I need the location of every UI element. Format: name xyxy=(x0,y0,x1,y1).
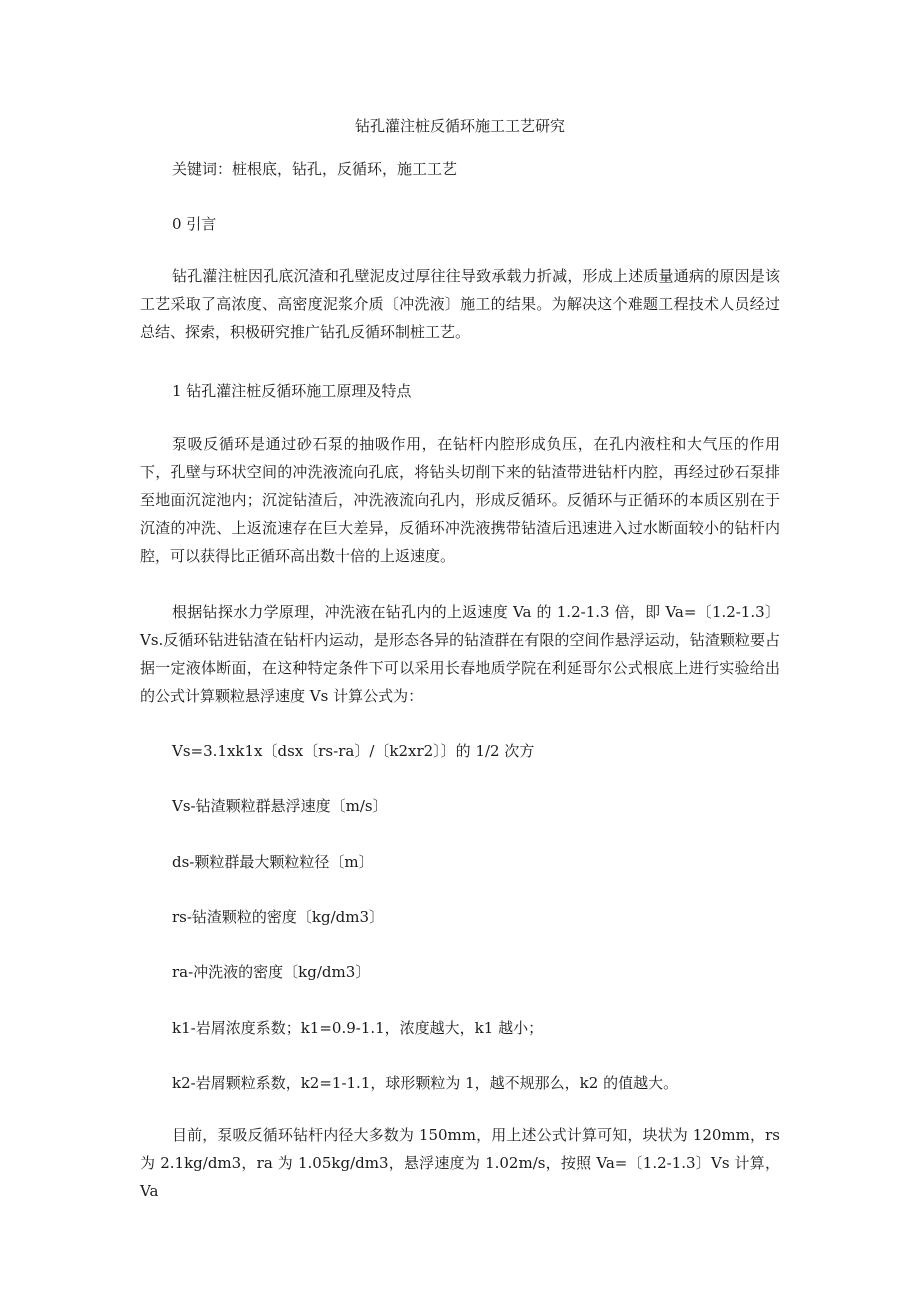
definition-rs: rs-钻渣颗粒的密度〔kg/dm3〕 xyxy=(172,908,385,926)
definition-k1: k1-岩屑浓度系数；k1=0.9-1.1，浓度越大，k1 越小； xyxy=(172,1019,544,1037)
section-heading-1: 1 钻孔灌注桩反循环施工原理及特点 xyxy=(172,382,412,400)
section-heading-intro: 0 引言 xyxy=(172,215,217,233)
definition-ds: ds-颗粒群最大颗粒粒径〔m〕 xyxy=(172,853,374,871)
intro-paragraph: 钻孔灌注桩因孔底沉渣和孔壁泥皮过厚往往导致承载力折减，形成上述质量通病的原因是该工艺采取了高浓度、高密度泥浆介质〔冲洗液〕施工的结果。为解决这个难题工程技术人员经过总结、探索，积极研究推广钻孔反循环制桩工艺。 xyxy=(140,267,780,341)
principle-paragraph: 泵吸反循环是通过砂石泵的抽吸作用，在钻杆内腔形成负压，在孔内液柱和大气压的作用下，孔壁与环状空间的冲洗液流向孔底，将钻头切削下来的钻渣带进钻杆内腔，再经过砂石泵排至地面沉淀池内；沉淀钻渣后，冲洗液流向孔内，形成反循环。反循环与正循环的本质区别在于沉渣的冲洗、上返流速存在巨大差异，反循环冲洗液携带钻渣后迅速进入过水断面较小的钻杆内腔，可以获得比正循环高出数十倍的上返速度。 xyxy=(140,435,780,565)
document-title: 钻孔灌注桩反循环施工工艺研究 xyxy=(354,117,565,135)
formula-line: Vs=3.1xk1x〔dsx〔rs-ra〕/〔k2xr2〕〕的 1/2 次方 xyxy=(172,742,535,760)
definition-k2: k2-岩屑颗粒系数，k2=1-1.1，球形颗粒为 1，越不规那么，k2 的值越大。 xyxy=(172,1074,679,1092)
keywords-line: 关键词：桩根底，钻孔，反循环，施工工艺 xyxy=(172,160,458,178)
calculation-paragraph: 目前，泵吸反循环钻杆内径大多数为 150mm，用上述公式计算可知，块状为 120mm，rs 为 2.1kg/dm3，ra 为 1.05kg/dm3，悬浮速度为 1.02m/s，按照 Va=〔1.2-1.3〕Vs 计算，Va xyxy=(140,1126,780,1200)
definition-vs: Vs-钻渣颗粒群悬浮速度〔m/s〕 xyxy=(172,797,388,815)
definition-ra: ra-冲洗液的密度〔kg/dm3〕 xyxy=(172,963,371,981)
hydraulics-paragraph: 根据钻探水力学原理，冲洗液在钻孔内的上返速度 Va 的 1.2-1.3 倍，即 Va=〔1.2-1.3〕Vs.反循环钻进钻渣在钻杆内运动，是形态各异的钻渣群在有限的空间作悬浮运动，钻渣颗粒要占据一定液体断面，在这种特定条件下可以采用长春地质学院在利延哥尔公式根底上进行实验给出的公式计算颗粒悬浮速度 Vs 计算公式为： xyxy=(140,603,780,705)
